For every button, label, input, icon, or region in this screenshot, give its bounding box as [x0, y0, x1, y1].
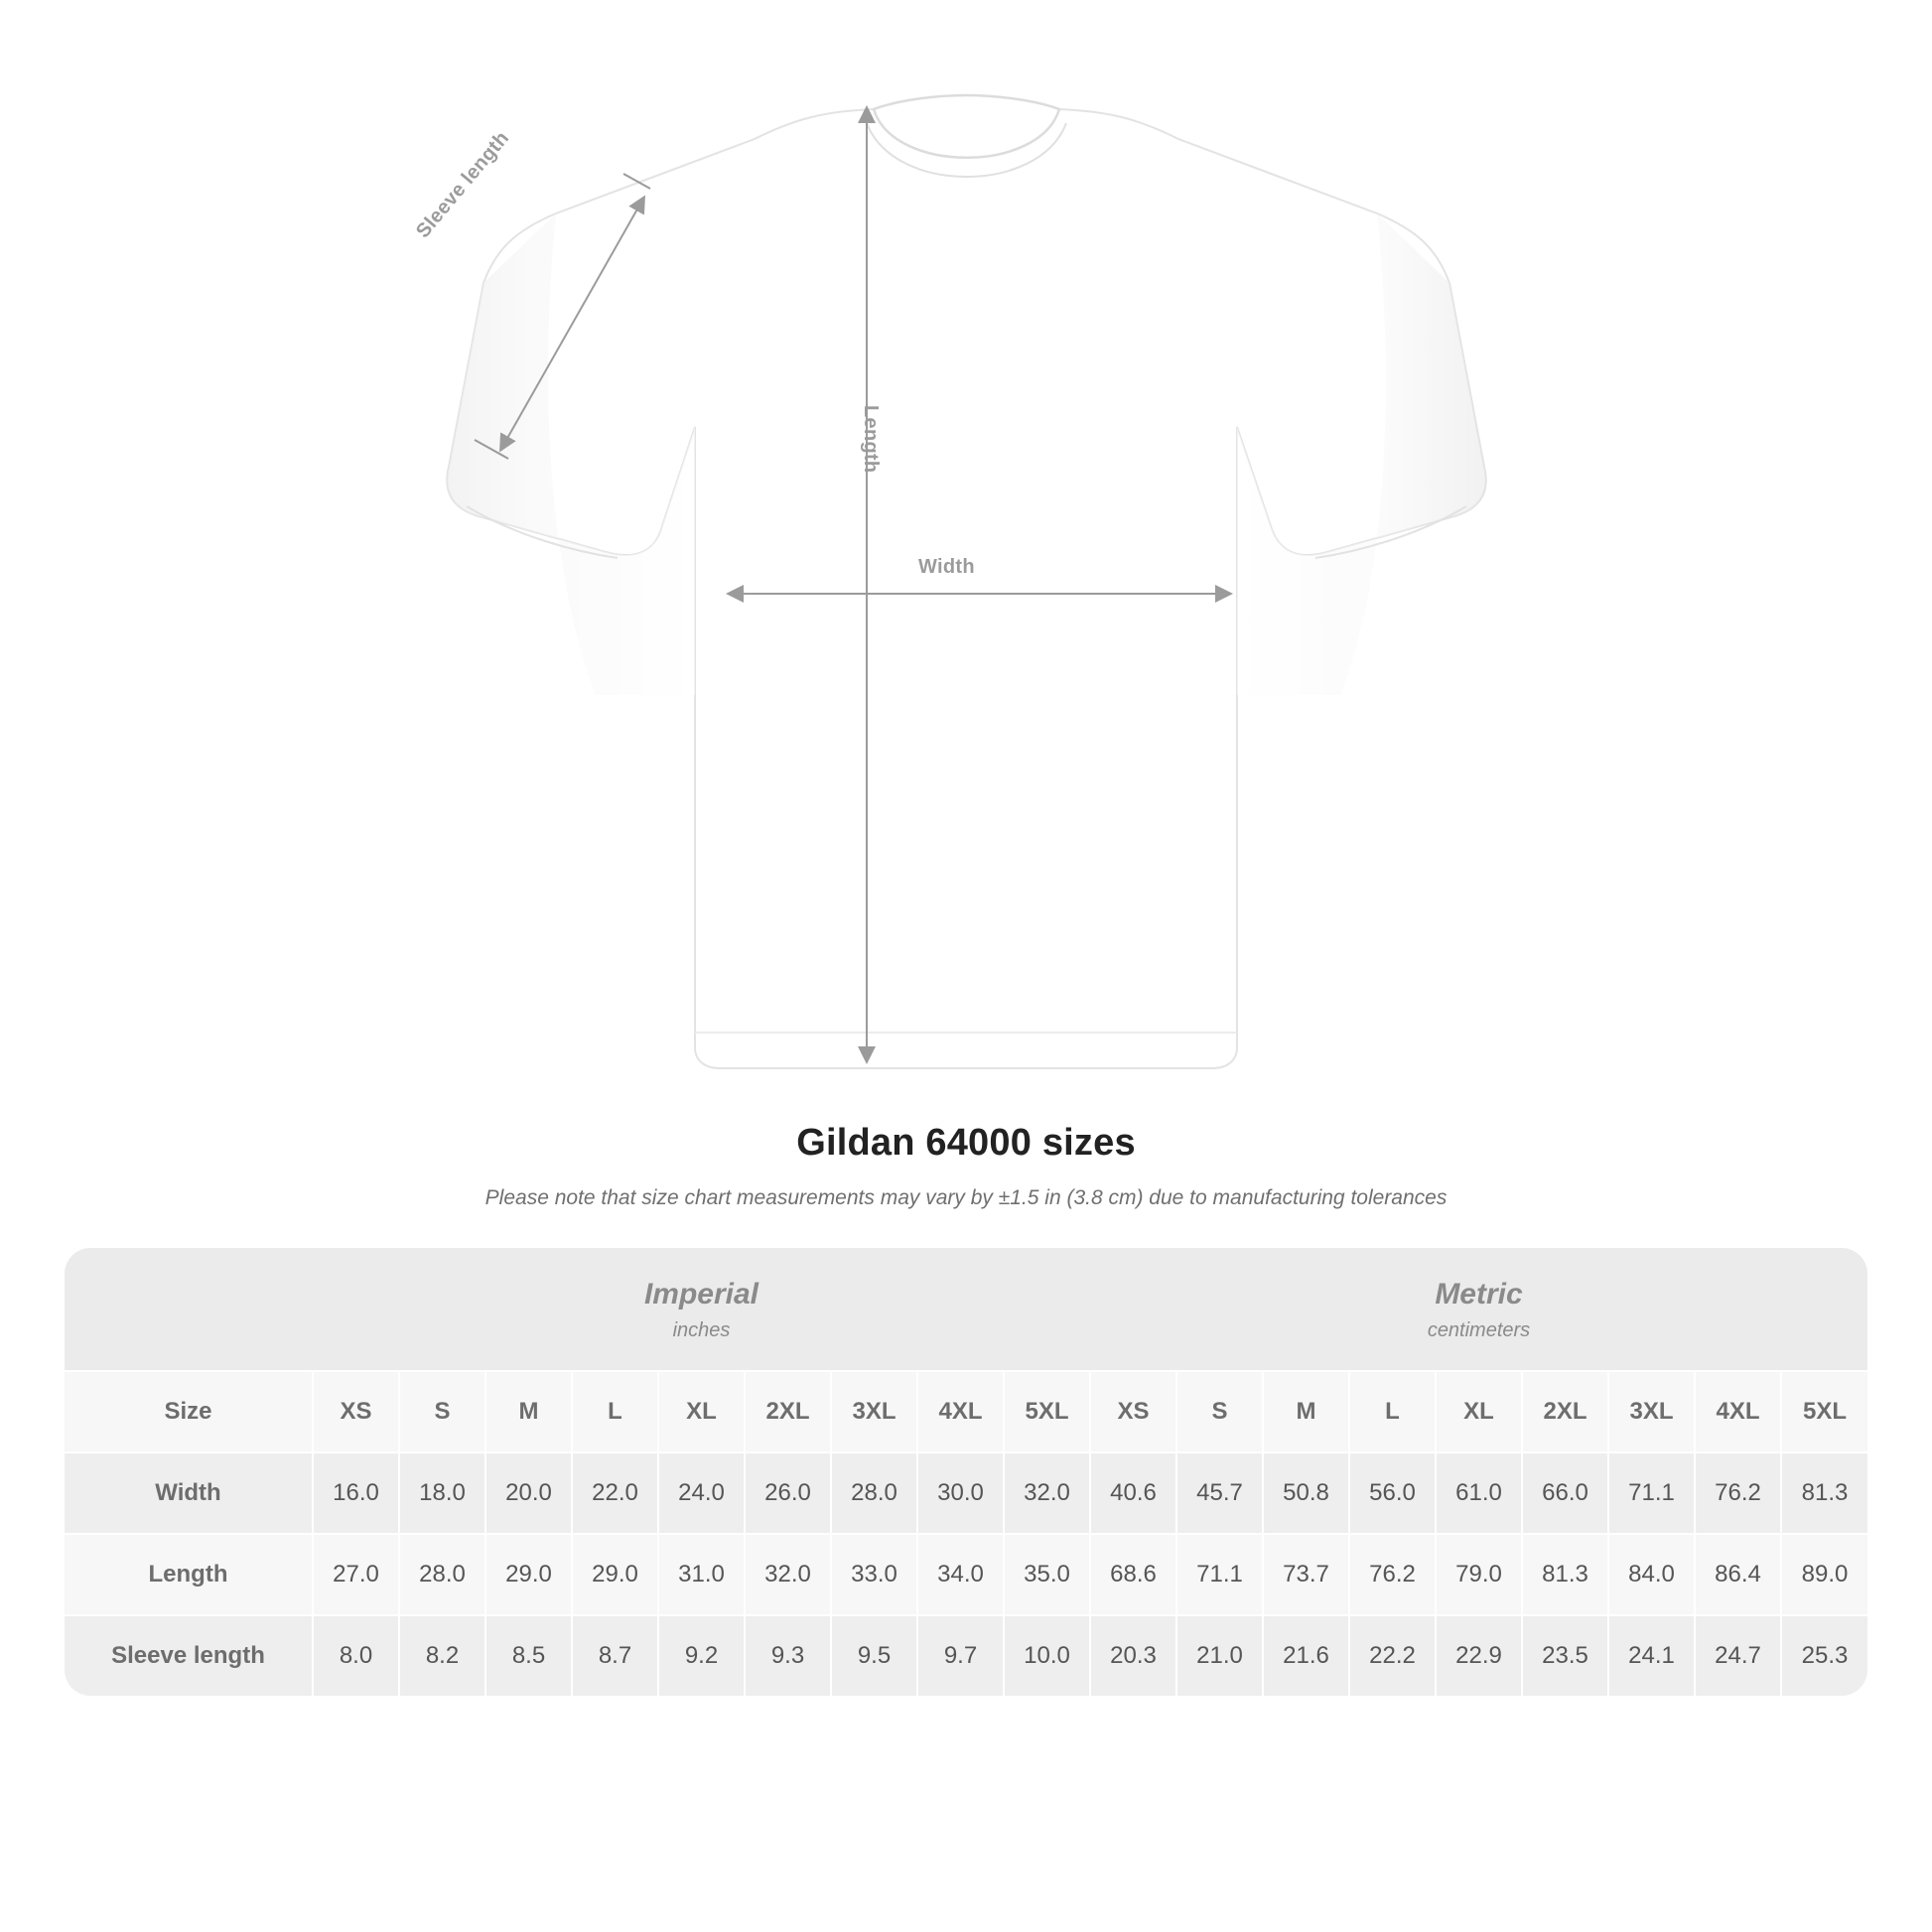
cell: 76.2 — [1349, 1534, 1436, 1615]
cell: 31.0 — [658, 1534, 745, 1615]
metric-sub: centimeters — [1427, 1319, 1531, 1341]
cell: 61.0 — [1436, 1452, 1522, 1534]
cell: 22.2 — [1349, 1615, 1436, 1696]
cell: 73.7 — [1263, 1534, 1349, 1615]
cell: 86.4 — [1695, 1534, 1781, 1615]
cell: 68.6 — [1090, 1534, 1176, 1615]
cell: 18.0 — [399, 1452, 485, 1534]
shirt-shape — [447, 95, 1486, 1068]
cell: 71.1 — [1176, 1534, 1263, 1615]
sleeve-length-label: Sleeve length — [412, 127, 514, 243]
size-header-cell: XS — [313, 1371, 399, 1452]
cell: 23.5 — [1522, 1615, 1608, 1696]
cell: 50.8 — [1263, 1452, 1349, 1534]
cell: 26.0 — [745, 1452, 831, 1534]
size-header-label: Size — [65, 1371, 313, 1452]
cell: 45.7 — [1176, 1452, 1263, 1534]
size-header-cell: L — [1349, 1371, 1436, 1452]
cell: 24.7 — [1695, 1615, 1781, 1696]
cell: 8.0 — [313, 1615, 399, 1696]
cell: 40.6 — [1090, 1452, 1176, 1534]
size-header-cell: 2XL — [745, 1371, 831, 1452]
size-header-cell: 2XL — [1522, 1371, 1608, 1452]
cell: 29.0 — [572, 1534, 658, 1615]
size-header-cell: 3XL — [1608, 1371, 1695, 1452]
cell: 21.0 — [1176, 1615, 1263, 1696]
table-row — [65, 1452, 1867, 1534]
cell: 56.0 — [1349, 1452, 1436, 1534]
cell: 76.2 — [1695, 1452, 1781, 1534]
cell: 30.0 — [917, 1452, 1004, 1534]
cell: 8.5 — [485, 1615, 572, 1696]
cell: 28.0 — [831, 1452, 917, 1534]
cell: 9.7 — [917, 1615, 1004, 1696]
width-label: Width — [918, 556, 975, 578]
cell: 66.0 — [1522, 1452, 1608, 1534]
cell: 24.0 — [658, 1452, 745, 1534]
unit-header-metric — [1090, 1248, 1867, 1371]
size-header-cell: 3XL — [831, 1371, 917, 1452]
size-header-cell: S — [1176, 1371, 1263, 1452]
cell: 33.0 — [831, 1534, 917, 1615]
cell: 79.0 — [1436, 1534, 1522, 1615]
cell: 9.2 — [658, 1615, 745, 1696]
cell: 84.0 — [1608, 1534, 1695, 1615]
size-header-cell: XL — [1436, 1371, 1522, 1452]
cell: 20.0 — [485, 1452, 572, 1534]
size-header-cell: 5XL — [1004, 1371, 1090, 1452]
cell: 22.0 — [572, 1452, 658, 1534]
size-header-cell: XL — [658, 1371, 745, 1452]
cell: 35.0 — [1004, 1534, 1090, 1615]
tolerance-note: Please note that size chart measurements may vary by ±1.5 in (3.8 cm) due to manufacturing tolerances — [484, 1186, 1448, 1209]
size-header-cell: M — [1263, 1371, 1349, 1452]
imperial-name: Imperial — [643, 1278, 759, 1311]
size-table-wrapper — [65, 1248, 1867, 1696]
cell: 28.0 — [399, 1534, 485, 1615]
size-header-cell: 4XL — [917, 1371, 1004, 1452]
cell: 32.0 — [745, 1534, 831, 1615]
title-block — [0, 1122, 1932, 1210]
cell: 81.3 — [1522, 1534, 1608, 1615]
cell: 32.0 — [1004, 1452, 1090, 1534]
unit-header-row — [65, 1248, 1867, 1371]
cell: 27.0 — [313, 1534, 399, 1615]
unit-header-imperial — [313, 1248, 1090, 1371]
size-table — [65, 1248, 1867, 1696]
unit-header-spacer — [65, 1248, 313, 1371]
size-header-cell: 4XL — [1695, 1371, 1781, 1452]
cell: 24.1 — [1608, 1615, 1695, 1696]
cell: 9.5 — [831, 1615, 917, 1696]
row-label-width: Width — [65, 1452, 313, 1534]
cell: 89.0 — [1781, 1534, 1867, 1615]
size-header-cell: M — [485, 1371, 572, 1452]
cell: 10.0 — [1004, 1615, 1090, 1696]
cell: 8.2 — [399, 1615, 485, 1696]
cell: 34.0 — [917, 1534, 1004, 1615]
cell: 16.0 — [313, 1452, 399, 1534]
cell: 22.9 — [1436, 1615, 1522, 1696]
cell: 71.1 — [1608, 1452, 1695, 1534]
cell: 81.3 — [1781, 1452, 1867, 1534]
size-header-cell: L — [572, 1371, 658, 1452]
row-label-sleeve-length: Sleeve length — [65, 1615, 313, 1696]
page-title: Gildan 64000 sizes — [796, 1122, 1136, 1164]
table-row — [65, 1615, 1867, 1696]
length-label: Length — [860, 405, 882, 474]
size-header-cell: XS — [1090, 1371, 1176, 1452]
size-header-cell: S — [399, 1371, 485, 1452]
row-label-length: Length — [65, 1534, 313, 1615]
cell: 20.3 — [1090, 1615, 1176, 1696]
imperial-sub: inches — [672, 1319, 731, 1341]
size-header-row — [65, 1371, 1867, 1452]
table-row — [65, 1534, 1867, 1615]
metric-name: Metric — [1435, 1278, 1523, 1311]
cell: 25.3 — [1781, 1615, 1867, 1696]
cell: 21.6 — [1263, 1615, 1349, 1696]
cell: 8.7 — [572, 1615, 658, 1696]
size-header-cell: 5XL — [1781, 1371, 1867, 1452]
cell: 9.3 — [745, 1615, 831, 1696]
cell: 29.0 — [485, 1534, 572, 1615]
